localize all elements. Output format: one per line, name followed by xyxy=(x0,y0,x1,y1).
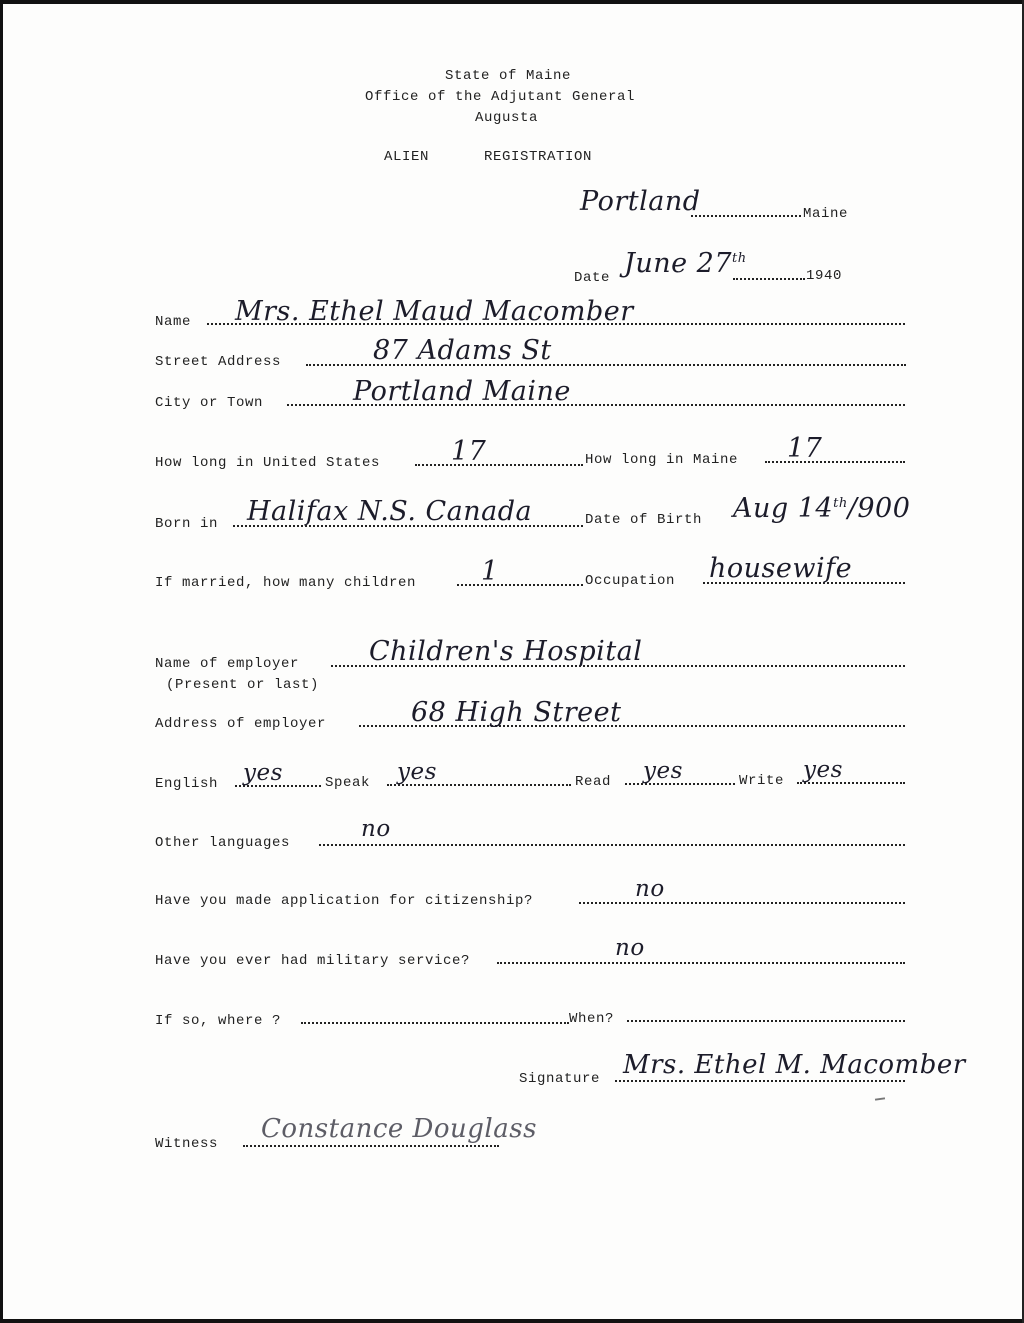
header-state: State of Maine xyxy=(445,68,572,84)
dob-label: Date of Birth xyxy=(585,512,703,528)
military-value: no xyxy=(615,935,645,961)
employer-sublabel: (Present or last) xyxy=(166,677,320,693)
other-languages-value: no xyxy=(361,816,391,842)
top-frame-border xyxy=(3,0,1022,4)
street-label: Street Address xyxy=(155,354,282,370)
employer-label: Name of employer xyxy=(155,656,300,672)
header-office: Office of the Adjutant General xyxy=(365,89,636,105)
signature-value: Mrs. Ethel M. Macomber xyxy=(623,1050,966,1080)
form-title-alien: ALIEN xyxy=(384,149,430,165)
children-value: 1 xyxy=(481,556,499,587)
children-dots xyxy=(457,582,583,586)
write-value: yes xyxy=(803,757,843,783)
when-dots xyxy=(627,1018,905,1022)
military-label: Have you ever had military service? xyxy=(155,953,471,969)
date-year: 1940 xyxy=(806,268,843,284)
read-label: Read xyxy=(575,774,612,790)
place-value: Portland xyxy=(580,186,701,217)
date-dots xyxy=(733,276,805,280)
citizenship-label: Have you made application for citizenship? xyxy=(155,893,534,909)
other-languages-dots xyxy=(319,842,905,846)
occupation-label: Occupation xyxy=(585,573,676,589)
citizenship-dots xyxy=(579,900,905,904)
place-suffix: Maine xyxy=(803,206,849,222)
signature-label: Signature xyxy=(519,1071,601,1087)
citizenship-value: no xyxy=(635,876,665,902)
bottom-frame-border xyxy=(3,1319,1022,1323)
dob-value: Aug 14th/900 xyxy=(733,493,911,524)
us-duration-dots xyxy=(415,462,583,466)
english-value: yes xyxy=(243,760,283,786)
occupation-value: housewife xyxy=(709,553,853,584)
where-label: If so, where ? xyxy=(155,1013,282,1029)
employer-value: Children's Hospital xyxy=(369,636,643,667)
witness-value: Constance Douglass xyxy=(261,1114,537,1144)
children-label: If married, how many children xyxy=(155,575,417,591)
city-value: Portland Maine xyxy=(353,376,571,407)
form-title-registration: REGISTRATION xyxy=(484,149,593,165)
born-value: Halifax N.S. Canada xyxy=(247,496,533,527)
other-languages-label: Other languages xyxy=(155,835,291,851)
date-value: June 27th xyxy=(624,248,747,279)
header-city: Augusta xyxy=(475,110,539,126)
military-dots xyxy=(497,960,905,964)
when-label: When? xyxy=(569,1011,615,1027)
stray-pen-mark xyxy=(875,1097,885,1100)
employer-address-label: Address of employer xyxy=(155,716,327,732)
us-duration-value: 17 xyxy=(451,436,487,467)
speak-value: yes xyxy=(397,759,437,785)
us-duration-label: How long in United States xyxy=(155,455,381,471)
read-value: yes xyxy=(643,758,683,784)
maine-duration-label: How long in Maine xyxy=(585,452,739,468)
city-label: City or Town xyxy=(155,395,264,411)
write-label: Write xyxy=(739,773,785,789)
speak-label: Speak xyxy=(325,775,371,791)
maine-duration-value: 17 xyxy=(787,433,823,464)
witness-label: Witness xyxy=(155,1136,219,1152)
place-dots xyxy=(691,213,801,217)
where-dots xyxy=(301,1020,569,1024)
street-value: 87 Adams St xyxy=(373,335,552,366)
born-label: Born in xyxy=(155,516,219,532)
name-value: Mrs. Ethel Maud Macomber xyxy=(235,296,634,327)
employer-address-value: 68 High Street xyxy=(411,697,622,728)
date-label: Date xyxy=(574,270,611,286)
english-label: English xyxy=(155,776,219,792)
maine-duration-dots xyxy=(765,459,905,463)
name-label: Name xyxy=(155,314,192,330)
